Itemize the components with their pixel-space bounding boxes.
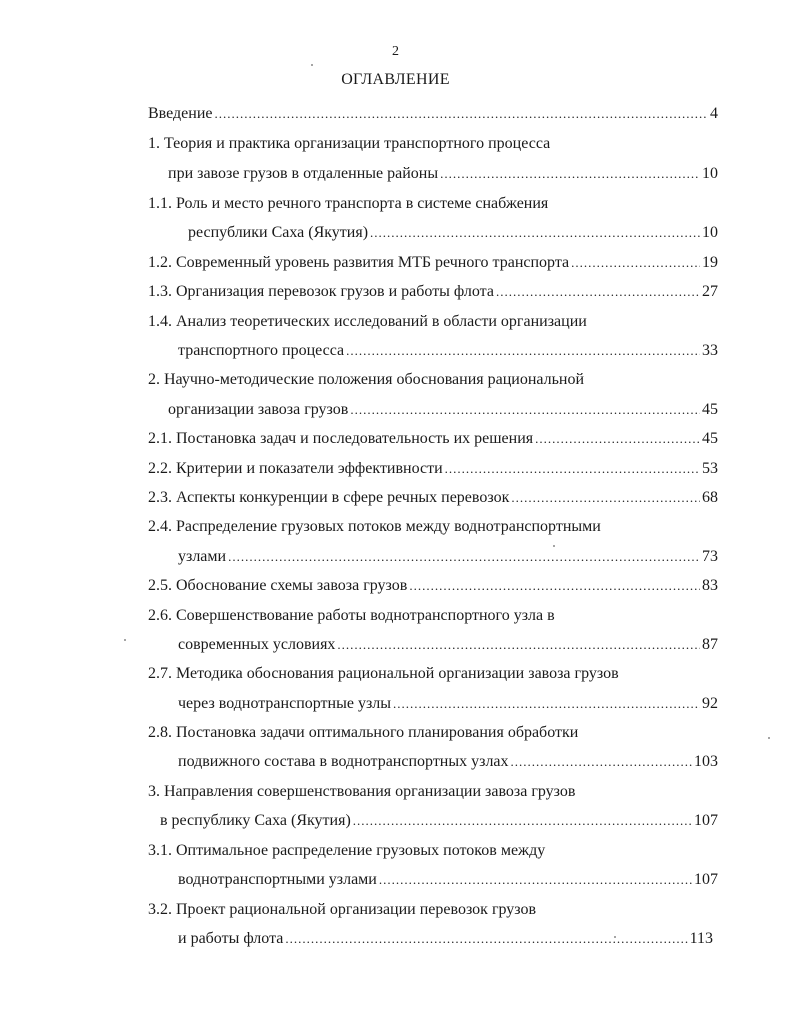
toc-entry xyxy=(148,253,718,273)
toc-entry xyxy=(148,576,718,596)
toc-entry xyxy=(148,664,619,684)
toc-entry-page: 87 xyxy=(702,636,718,653)
toc-entry-page: 45 xyxy=(702,430,718,447)
dot-leader xyxy=(440,164,700,184)
toc-entry xyxy=(148,488,718,508)
toc-entry-title: 2.8. Постановка задачи оптимального планирования обработки xyxy=(148,724,579,741)
toc-entry xyxy=(148,459,718,479)
toc-entry xyxy=(188,223,718,243)
toc-entry xyxy=(160,811,718,831)
toc-entry-title: 2.5. Обоснование схемы завоза грузов xyxy=(148,577,408,594)
toc-entry xyxy=(178,341,718,361)
toc-entry xyxy=(148,370,584,390)
toc-entry-title: 1.4. Анализ теоретических исследований в области организации xyxy=(148,313,587,330)
toc-entry-title: при завозе грузов в отдаленные районы xyxy=(168,165,439,182)
toc-entry-title: 1.2. Современный уровень развития МТБ речного транспорта xyxy=(148,254,570,271)
toc-entry-title: 3.1. Оптимальное распределение грузовых потоков между xyxy=(148,842,546,859)
dot-leader xyxy=(215,104,709,124)
toc-entry xyxy=(178,547,718,567)
toc-entry xyxy=(148,134,550,154)
toc-entry-title: 2.7. Методика обоснования рациональной организации завоза грузов xyxy=(148,665,619,682)
toc-entry-page: 83 xyxy=(702,577,718,594)
scan-speck xyxy=(124,639,126,641)
toc-entry-title: транспортного процесса xyxy=(178,342,345,359)
dot-leader xyxy=(535,429,700,449)
toc-entry-title: организации завоза грузов xyxy=(168,401,349,418)
toc-entry xyxy=(148,429,718,449)
toc-entry-title: подвижного состава в воднотранспортных узлах xyxy=(178,753,509,770)
scan-speck xyxy=(768,737,770,739)
dot-leader xyxy=(409,576,700,596)
toc-entry-page: 19 xyxy=(702,254,718,271)
dot-leader xyxy=(511,752,692,772)
dot-leader xyxy=(496,282,700,302)
toc-entry-page: 73 xyxy=(702,548,718,565)
toc-entry-title: 3.2. Проект рациональной организации перевозок грузов xyxy=(148,901,537,918)
toc-entry-page: 53 xyxy=(702,460,718,477)
toc-entry-title: 1.3. Организация перевозок грузов и работы флота xyxy=(148,283,494,300)
toc-entry-title: 2. Научно-методические положения обоснования рациональной xyxy=(148,371,585,388)
toc-entry xyxy=(148,782,575,802)
toc-entry-title: современных условиях xyxy=(178,636,336,653)
scan-speck xyxy=(553,545,555,547)
toc-entry-title: 1. Теория и практика организации транспортного процесса xyxy=(148,135,551,152)
toc-entry-page: 103 xyxy=(694,753,718,770)
toc-entry xyxy=(178,694,718,714)
toc-entry-title: 2.6. Совершенствование работы воднотранспортного узла в xyxy=(148,607,555,624)
toc-entry-title: республики Саха (Якутия) xyxy=(188,224,369,241)
toc-entry-page: 45 xyxy=(702,401,718,418)
toc-entry-title: в республику Саха (Якутия) xyxy=(160,812,351,829)
toc-entry xyxy=(148,282,718,302)
dot-leader xyxy=(571,253,700,273)
toc-entry-page: 107 xyxy=(694,812,718,829)
toc-entry xyxy=(148,900,536,920)
toc-entry-title: через воднотранспортные узлы xyxy=(178,695,392,712)
toc-entry-title: узлами xyxy=(178,548,227,565)
page-number: 2 xyxy=(392,44,399,59)
dot-leader xyxy=(445,459,700,479)
toc-entry-title: 2.1. Постановка задач и последовательность их решения xyxy=(148,430,534,447)
toc-entry xyxy=(148,723,578,743)
toc-entry xyxy=(148,104,718,124)
toc-entry-page: 10 xyxy=(702,165,718,182)
toc-entry xyxy=(168,400,718,420)
toc-entry-page: 4 xyxy=(710,105,718,122)
toc-entry-title: 2.4. Распределение грузовых потоков между воднотранспортными xyxy=(148,518,601,535)
toc-entry-page: 10 xyxy=(702,224,718,241)
toc-entry xyxy=(148,841,545,861)
toc-entry-title: 1.1. Роль и место речного транспорта в системе снабжения xyxy=(148,195,549,212)
toc-entry-title: воднотранспортными узлами xyxy=(178,871,377,888)
toc-entry xyxy=(148,312,587,332)
toc-entry-page: 27 xyxy=(702,283,718,300)
dot-leader xyxy=(337,635,700,655)
toc-entry xyxy=(178,929,713,949)
toc-entry xyxy=(148,194,548,214)
dot-leader xyxy=(379,870,692,890)
dot-leader xyxy=(353,811,692,831)
toc-entry-page: 92 xyxy=(702,695,718,712)
toc-entry-page: 107 xyxy=(694,871,718,888)
toc-entry-page: 68 xyxy=(702,489,718,506)
toc-entry-title: 2.3. Аспекты конкуренции в сфере речных перевозок xyxy=(148,489,510,506)
toc-entry xyxy=(148,517,601,537)
dot-leader xyxy=(285,929,687,949)
toc-entry xyxy=(178,752,718,772)
toc-entry-page: 113 xyxy=(689,930,713,947)
toc-entry-title: 3. Направления совершенствования организации завоза грузов xyxy=(148,783,576,800)
scan-speck xyxy=(311,64,313,66)
toc-entry-title: и работы флота xyxy=(178,930,284,947)
dot-leader xyxy=(393,694,700,714)
dot-leader xyxy=(350,400,700,420)
scan-speck xyxy=(614,936,616,938)
dot-leader xyxy=(511,488,700,508)
toc-entry xyxy=(178,870,718,890)
toc-entry xyxy=(178,635,718,655)
toc-entry-title: 2.2. Критерии и показатели эффективности xyxy=(148,460,443,477)
dot-leader xyxy=(346,341,700,361)
toc-entry xyxy=(148,606,555,626)
toc-entry-page: 33 xyxy=(702,342,718,359)
page-title: ОГЛАВЛЕНИЕ xyxy=(341,71,450,88)
toc-entry xyxy=(168,164,718,184)
toc-entry-title: Введение xyxy=(148,105,213,122)
dot-leader xyxy=(370,223,700,243)
dot-leader xyxy=(228,547,700,567)
